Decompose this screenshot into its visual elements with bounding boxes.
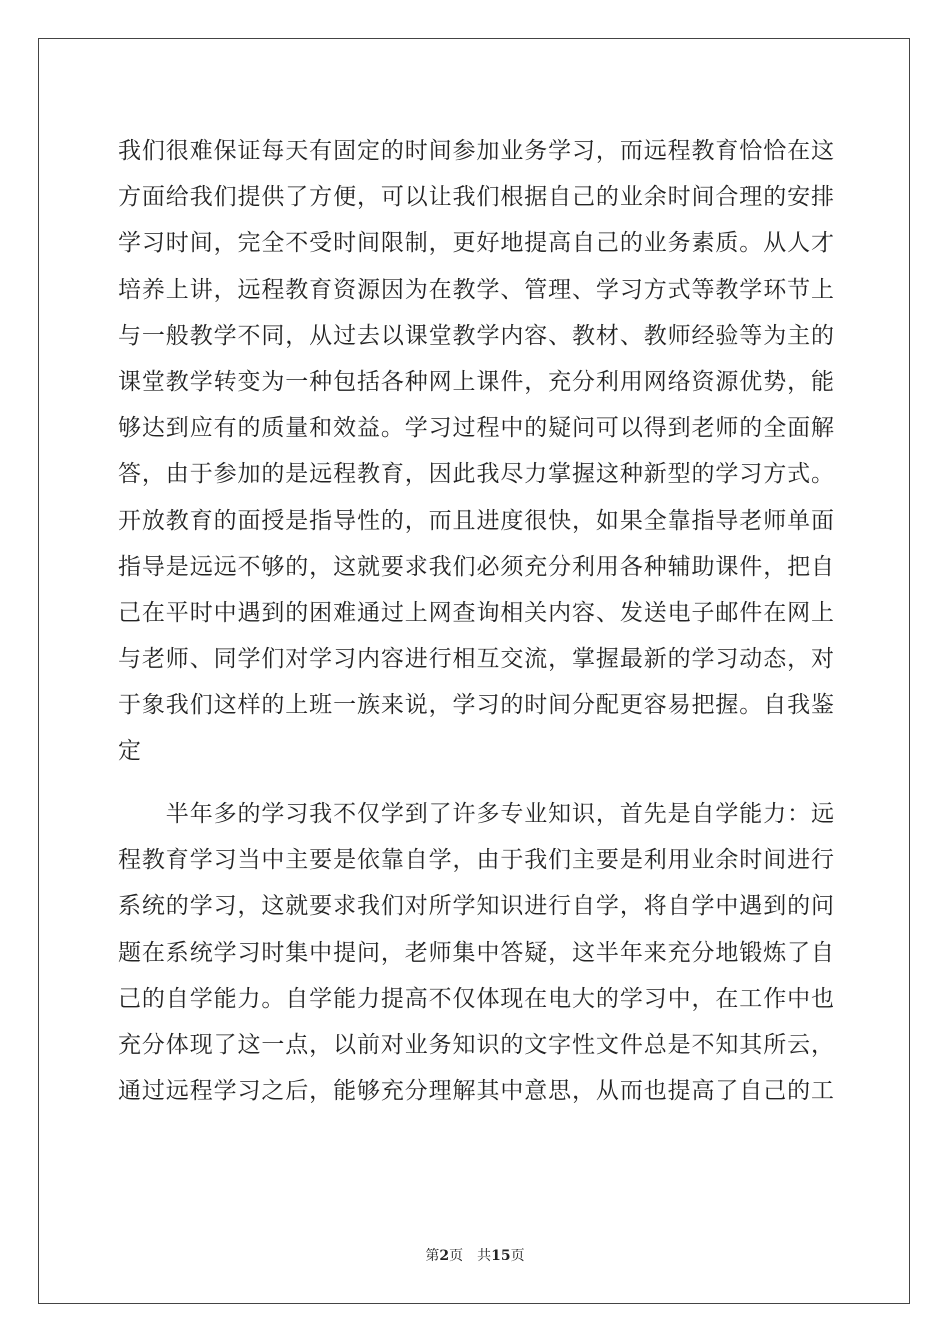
total-prefix: 共 (477, 1248, 492, 1264)
text-line: 课堂教学转变为一种包括各种网上课件，充分利用网络资源优势，能 (118, 368, 834, 395)
page-prefix: 第 (425, 1248, 440, 1264)
text-line: 通过远程学习之后，能够充分理解其中意思，从而也提高了自己的工 (118, 1078, 834, 1105)
text-line: 方面给我们提供了方便，可以让我们根据自己的业余时间合理的安排 (118, 184, 834, 211)
text-line: 答，由于参加的是远程教育，因此我尽力掌握这种新型的学习方式。 (118, 461, 834, 488)
text-line: 培养上讲，远程教育资源因为在教学、管理、学习方式等教学环节上 (118, 276, 834, 303)
text-line: 与老师、同学们对学习内容进行相互交流，掌握最新的学习动态，对 (118, 646, 834, 673)
total-page-number: 15 (491, 1248, 511, 1264)
text-line: 开放教育的面授是指导性的，而且进度很快，如果全靠指导老师单面 (118, 507, 834, 534)
total-suffix: 页 (510, 1248, 525, 1264)
text-line: 题在系统学习时集中提问，老师集中答疑，这半年来充分地锻炼了自 (118, 939, 834, 966)
text-line: 与一般教学不同，从过去以课堂教学内容、教材、教师经验等为主的 (118, 322, 834, 349)
text-line: 半年多的学习我不仅学到了许多专业知识，首先是自学能力：远 (118, 801, 834, 827)
text-line: 学习时间，完全不受时间限制，更好地提高自己的业务素质。从人才 (118, 230, 834, 257)
text-line: 充分体现了这一点，以前对业务知识的文字性文件总是不知其所云， (118, 1031, 834, 1058)
paragraph-1 (118, 128, 834, 775)
text-line: 指导是远远不够的，这就要求我们必须充分利用各种辅助课件，把自 (118, 553, 834, 580)
text-line: 己的自学能力。自学能力提高不仅体现在电大的学习中，在工作中也 (118, 985, 834, 1012)
text-line: 己在平时中遇到的困难通过上网查询相关内容、发送电子邮件在网上 (118, 599, 834, 626)
text-line: 于象我们这样的上班一族来说，学习的时间分配更容易把握。自我鉴 (118, 692, 834, 719)
paragraph-2 (118, 791, 834, 1114)
page-suffix: 页 (449, 1248, 464, 1264)
text-line: 定 (118, 738, 141, 765)
text-line: 我们很难保证每天有固定的时间参加业务学习，而远程教育恰恰在这 (118, 138, 834, 164)
text-line: 够达到应有的质量和效益。学习过程中的疑问可以得到老师的全面解 (118, 415, 834, 442)
current-page-number: 2 (439, 1248, 450, 1264)
text-line: 系统的学习，这就要求我们对所学知识进行自学，将自学中遇到的问 (118, 893, 834, 920)
page-footer (0, 1245, 950, 1265)
text-line: 程教育学习当中主要是依靠自学，由于我们主要是利用业余时间进行 (118, 847, 834, 874)
